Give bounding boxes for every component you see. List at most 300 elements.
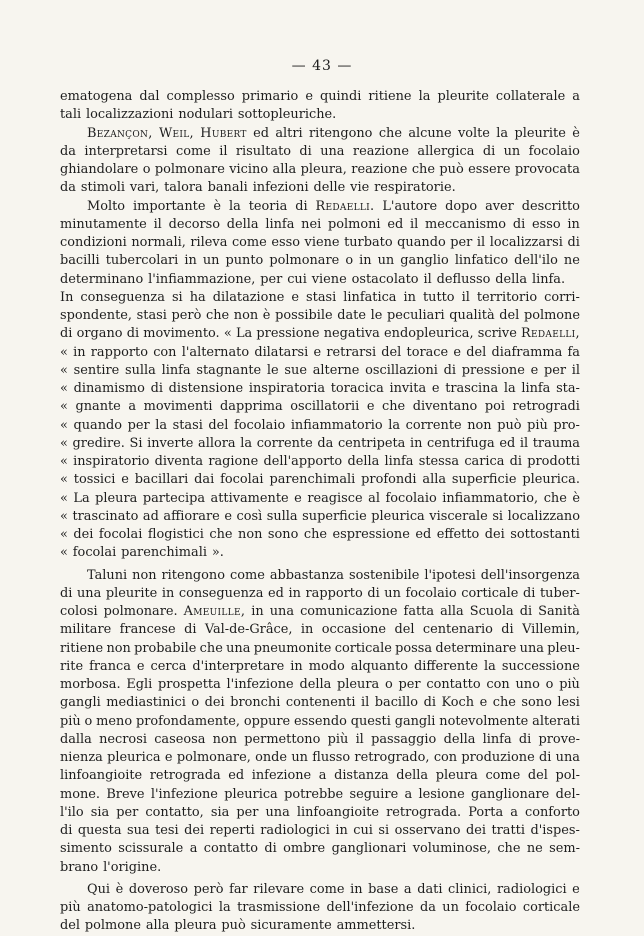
word: linfa [521, 381, 551, 396]
word: in [288, 585, 301, 601]
word: centripeta [337, 435, 406, 451]
text-line [60, 307, 580, 325]
word: normali, [131, 235, 186, 250]
word: ghiandolare [60, 162, 139, 177]
word: a [318, 768, 327, 784]
word: morbosa. [60, 677, 121, 692]
word: ragione [208, 454, 259, 469]
word: di [367, 585, 380, 601]
text-line [60, 508, 580, 526]
word: carica [464, 454, 505, 469]
word: francese [119, 622, 176, 638]
text-line [60, 749, 580, 767]
word: ne [526, 841, 543, 857]
word: o [84, 713, 93, 729]
word: per [260, 271, 283, 287]
word: il [423, 271, 432, 287]
word: che [378, 125, 402, 141]
word: prospetta [158, 677, 221, 692]
word: per [450, 235, 473, 250]
word: il [153, 216, 162, 232]
word: « [60, 381, 68, 396]
word: la [388, 417, 401, 433]
word: qualità [449, 308, 495, 323]
word: modo [308, 658, 345, 674]
word: clinici, [448, 881, 492, 897]
word: focolai [98, 527, 143, 542]
word: per [236, 804, 259, 820]
word: pleura [95, 490, 138, 506]
word: pleurica [107, 750, 161, 765]
word: pleurica. [522, 472, 580, 488]
word: il [355, 731, 364, 747]
word: focolaio [528, 143, 580, 159]
text-line [60, 899, 580, 917]
word: viene [304, 235, 340, 250]
word: superficie [302, 508, 367, 524]
word: trascinato [72, 508, 139, 524]
word: la [496, 125, 509, 141]
word: In [60, 289, 74, 305]
word: osservano [394, 823, 461, 838]
word: ed [253, 125, 269, 141]
word: Bezançon, [87, 125, 153, 141]
word: flogistici [147, 527, 204, 542]
word: cui [353, 823, 373, 838]
word: sta- [556, 381, 580, 396]
word: il [461, 289, 470, 305]
word: gangli [394, 713, 436, 729]
word: di [264, 841, 277, 857]
word: a [572, 89, 580, 104]
text-line [60, 435, 580, 453]
word: contatto, [145, 804, 204, 820]
word: bacillo [374, 695, 419, 711]
word: d'interpretare [192, 658, 285, 674]
word: e [136, 658, 145, 674]
word: linfa [384, 454, 414, 469]
word: essendo [294, 713, 347, 729]
word: il [410, 216, 419, 232]
word: collaterale [495, 89, 566, 104]
word: e [479, 695, 488, 711]
word: endopleurica, [384, 326, 474, 342]
word: flusso [312, 750, 351, 765]
word: lesi [557, 695, 580, 711]
word: di [150, 381, 163, 396]
word: del- [555, 786, 580, 802]
word: del [466, 344, 487, 360]
word: contatto [203, 841, 259, 857]
text-line [60, 544, 580, 562]
word: un [202, 253, 220, 269]
word: a [128, 399, 137, 415]
word: dell'ilo [514, 253, 558, 269]
word: ritengono [308, 125, 373, 141]
word: attivamente [210, 490, 289, 506]
word: di [184, 622, 197, 638]
word: da [60, 180, 76, 196]
word: polmone [523, 308, 580, 323]
word: polmonare [154, 162, 225, 177]
word: e [164, 750, 173, 765]
word: dilatarsi [254, 344, 309, 360]
word: « [60, 399, 68, 415]
word: questa [77, 823, 122, 838]
word: « [60, 344, 68, 360]
word: di [60, 585, 73, 601]
word: diventano [412, 399, 478, 415]
word: probabile [134, 640, 197, 656]
word: come [175, 143, 211, 159]
word: viene [311, 271, 347, 287]
word: allergica [417, 143, 475, 159]
word: linfoangioite [60, 768, 143, 784]
word: un [384, 585, 401, 601]
word: una [76, 585, 102, 601]
word: focolai [220, 472, 264, 488]
word: conforto [525, 804, 580, 820]
word: peculiari [387, 308, 445, 323]
word: « [60, 362, 68, 378]
word: e [121, 472, 129, 488]
word: non [467, 417, 492, 433]
word: doveroso [128, 881, 189, 897]
word: retrarsi [326, 344, 377, 360]
word: che [382, 399, 406, 415]
word: affiorare [163, 508, 220, 524]
word: colosi [60, 604, 98, 619]
word: dinamismo [73, 381, 145, 396]
text-line [60, 881, 580, 899]
word: da [419, 900, 436, 915]
word: dell'insorgenza [480, 567, 580, 583]
word: linfatica [343, 289, 397, 305]
word: « [60, 527, 68, 542]
text-line [60, 917, 580, 935]
word: retrogrado, [354, 750, 430, 765]
word: pro- [553, 417, 580, 433]
word: di [519, 604, 533, 619]
word: con [433, 750, 458, 765]
word: la [228, 198, 241, 214]
word: profondamente, [135, 713, 240, 729]
word: minutamente [60, 216, 147, 232]
word: dell'infezione [326, 900, 414, 915]
word: come [309, 881, 345, 897]
word: vari, [129, 180, 160, 196]
word: pol- [555, 768, 580, 784]
word: che [303, 527, 327, 542]
word: retrograda [149, 768, 221, 784]
word: focolaio [234, 417, 286, 433]
text-line [60, 658, 580, 676]
word: delle [313, 180, 346, 196]
word: occasione [321, 622, 387, 638]
word: focolai [72, 545, 117, 561]
text-line [60, 471, 580, 489]
word: aver [485, 198, 514, 214]
word: è [213, 198, 222, 214]
word: ed [267, 585, 284, 601]
word: cui [287, 271, 307, 287]
word: localizzazioni [86, 107, 174, 123]
word: corticale [334, 640, 392, 656]
word: dal [139, 89, 160, 104]
word: del [394, 622, 415, 638]
word: risultato [235, 143, 292, 159]
word: teoria [248, 198, 288, 214]
word: la [484, 658, 496, 674]
word: necrosi [99, 731, 147, 747]
word: il [361, 695, 370, 711]
word: a [510, 804, 518, 820]
word: partecipa [142, 490, 206, 506]
word: pleu- [547, 640, 580, 656]
word: con [153, 344, 177, 360]
word: inspiratorio [73, 454, 150, 469]
word: della [347, 454, 380, 469]
text-line [60, 676, 580, 694]
word: ha [189, 289, 206, 305]
word: parenchimali [121, 545, 207, 561]
word: di [539, 750, 552, 765]
word: possa [395, 640, 433, 656]
word: « [60, 472, 68, 488]
text-line [60, 271, 580, 289]
word: scissurale [118, 841, 184, 857]
word: di [60, 326, 73, 342]
word: sue [284, 362, 307, 378]
word: franca [89, 658, 131, 674]
text-line [60, 289, 580, 307]
word: ostacolato [351, 271, 419, 287]
word: pleurite [514, 125, 566, 141]
word: Molto [87, 198, 126, 214]
word: La [73, 490, 90, 506]
text-line [60, 344, 580, 362]
word: uno [515, 677, 540, 692]
word: sono [521, 695, 552, 711]
word: dapprima [220, 399, 283, 415]
word: corticale [461, 585, 519, 601]
word: stagnante [196, 362, 262, 378]
word: complesso [166, 89, 235, 104]
word: un [377, 253, 395, 269]
word: della [396, 768, 429, 784]
word: potrebbe [284, 786, 344, 802]
word: altri [275, 125, 303, 141]
word: Si [129, 435, 143, 451]
word: vie [350, 180, 370, 196]
word: a [404, 786, 413, 802]
word: di [482, 143, 496, 159]
word: corrente [405, 417, 462, 433]
word: provocata [514, 162, 580, 177]
text-line [60, 567, 580, 585]
word: territorio [476, 289, 538, 305]
word: però [193, 881, 224, 897]
word: Sanità [538, 604, 580, 619]
word: bronchi [230, 695, 281, 711]
word: Breve [106, 786, 145, 802]
word: viscerale [429, 508, 488, 524]
word: meno [96, 713, 133, 729]
word: non [132, 567, 157, 583]
word: produzione [461, 750, 535, 765]
text-line [60, 325, 580, 343]
word: localizzano [507, 508, 580, 524]
word: inspiratoria [248, 381, 326, 396]
word: e [224, 508, 232, 524]
word: più [559, 677, 580, 692]
word: Redaelli, [521, 326, 580, 342]
word: della [443, 731, 476, 747]
word: conseguenza [178, 585, 264, 601]
word: del [527, 768, 548, 784]
word: sottopleuriche. [237, 107, 337, 123]
word: alquanto [350, 658, 408, 674]
word: organo [76, 326, 123, 342]
word: una [226, 640, 251, 656]
word: per [398, 677, 421, 692]
word: di [423, 695, 436, 711]
word: notevolmente [439, 713, 529, 729]
word: inverte [147, 435, 194, 451]
word: di [523, 585, 536, 601]
word: focolaio [465, 900, 517, 915]
word: lesione [418, 786, 465, 802]
text-line [60, 603, 580, 621]
word: invita [389, 381, 427, 396]
word: gangli [60, 695, 101, 711]
word: è [572, 490, 580, 506]
word: in [251, 604, 264, 619]
word: di [501, 622, 514, 638]
word: il [571, 362, 580, 378]
word: non [212, 731, 238, 747]
word: condizioni [60, 235, 127, 250]
word: trasmissione [237, 900, 321, 915]
word: dei [184, 823, 205, 838]
word: respiratorie. [374, 180, 456, 196]
word: descritto [521, 198, 580, 214]
word: del [499, 308, 520, 323]
word: stimoli [80, 180, 125, 196]
word: al [368, 490, 380, 506]
word: sulla [266, 508, 298, 524]
word: abbastanza [269, 567, 344, 583]
word: questi [350, 713, 391, 729]
word: centenario [422, 622, 493, 638]
text-line [60, 786, 580, 804]
word: infiammatorio [290, 417, 383, 433]
word: possibile [275, 308, 333, 323]
word: d'ispes- [530, 823, 580, 838]
word: sentire [73, 362, 120, 378]
word: rite [60, 658, 84, 674]
word: quando [73, 417, 123, 433]
word: diaframma [491, 344, 563, 360]
word: tubercolari [105, 253, 179, 269]
word: polmonare, [176, 750, 251, 765]
word: sono [267, 527, 299, 542]
word: reazione [352, 143, 409, 159]
word: pressione [461, 362, 525, 378]
word: far [229, 881, 248, 897]
word: brano [60, 859, 99, 875]
word: e [313, 344, 322, 360]
word: che [543, 490, 567, 506]
word: permettono [244, 731, 321, 747]
word: non [238, 527, 263, 542]
word: stasi [172, 417, 203, 433]
word: corticale [522, 900, 580, 915]
word: movimento. [143, 326, 220, 342]
word: e [572, 881, 580, 897]
word: corri- [544, 289, 580, 305]
word: rapporto [90, 344, 148, 360]
word: « [60, 508, 68, 524]
word: radiologici [496, 881, 567, 897]
word: contenenti [285, 695, 356, 711]
word: una [320, 143, 345, 159]
text-line [60, 252, 580, 270]
word: alla [145, 918, 170, 934]
word: differente [413, 658, 479, 674]
text-line [60, 106, 580, 124]
word: una [555, 750, 580, 765]
word: decorso [168, 216, 220, 232]
word: del [381, 344, 402, 360]
word: effetto [436, 527, 480, 542]
word: le [370, 308, 383, 323]
word: per [127, 417, 150, 433]
word: il [476, 235, 486, 250]
word: oppure [243, 713, 291, 729]
word: linfoangioite [296, 804, 380, 820]
word: che [199, 640, 223, 656]
word: corrente [256, 435, 313, 451]
word: dell'apporto [263, 454, 343, 469]
word: è [572, 125, 580, 141]
word: banali [207, 180, 248, 196]
word: La [235, 326, 253, 342]
word: « [223, 326, 232, 342]
text-line [60, 362, 580, 380]
word: poi [484, 399, 505, 415]
word: ritiene [368, 89, 412, 104]
word: in [567, 216, 580, 232]
word: e [366, 399, 375, 415]
word: retrogradi [512, 399, 580, 415]
word: più [527, 417, 548, 433]
word: polmone [84, 918, 141, 934]
word: di [60, 823, 73, 838]
word: rapporto [305, 585, 363, 601]
word: ne [563, 253, 580, 269]
word: che [411, 162, 435, 177]
word: « [60, 454, 68, 469]
word: che [209, 527, 233, 542]
word: ganglio [400, 253, 449, 269]
word: oscillatorii [290, 399, 360, 415]
word: l'infezione [150, 786, 218, 802]
word: pleurite [105, 585, 158, 601]
word: tesi [155, 823, 179, 838]
word: linfa. [531, 271, 566, 287]
word: rilevare [253, 881, 305, 897]
